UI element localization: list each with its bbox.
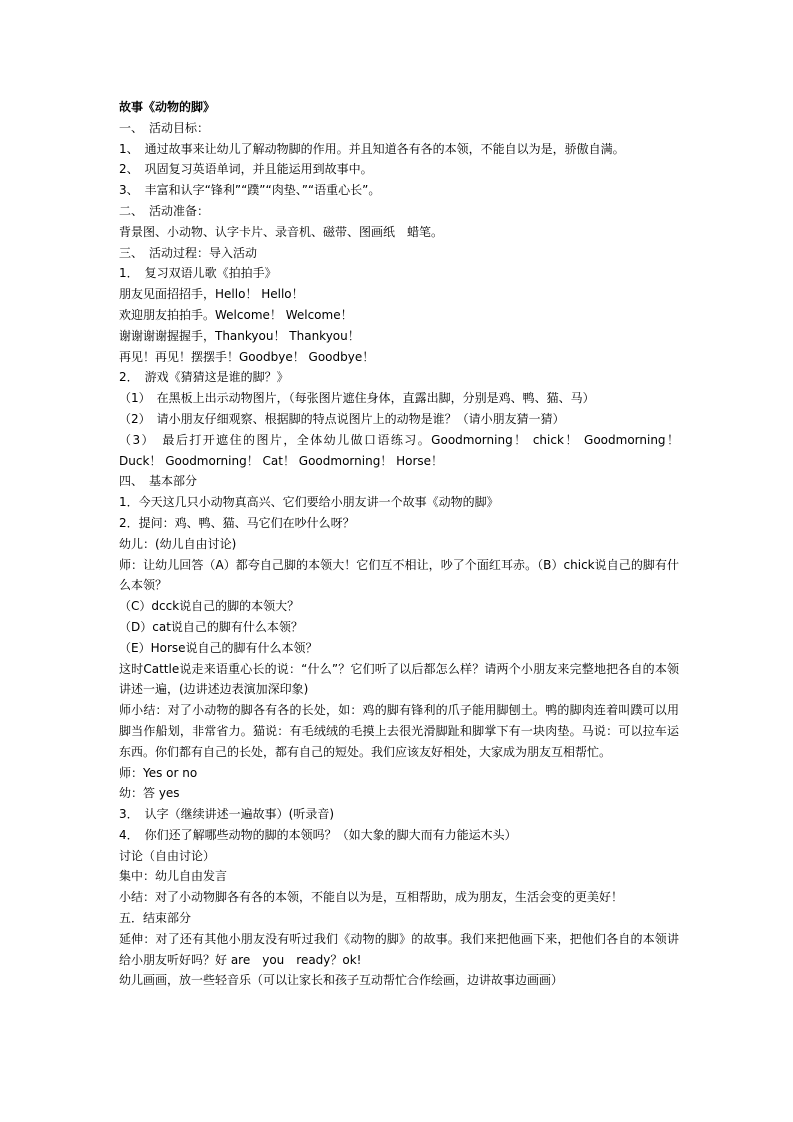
- goal-item-2: 2、 巩固复习英语单词，并且能运用到故事中。: [119, 162, 373, 177]
- question-d: （D）cat说自己的脚有什么本领？: [119, 619, 303, 634]
- discussion-line: 讨论（自由讨论）: [119, 848, 216, 863]
- section-heading-basic: 四、 基本部分: [119, 474, 198, 489]
- rhyme-line-3: 谢谢谢谢握握手，Thankyou！ Thankyou！: [119, 328, 360, 343]
- process-step-2: 2． 游戏《猜猜这是谁的脚？》: [119, 370, 289, 385]
- section-heading-ending: 五．结束部分: [119, 911, 192, 926]
- children-answer: 幼：答 yes: [119, 786, 180, 801]
- summary-line: 小结：对了小动物脚各有各的本领，不能自以为是，互相帮助，成为朋友，生活会变的更美好！: [119, 890, 624, 905]
- extension-paragraph: 延伸：对了还有其他小朋友没有听过我们《动物的脚》的故事。我们来把他画下来，把他们各自的本领讲给小朋友听好吗？好 are you ready？ok!: [119, 931, 679, 967]
- question-c: （C）dcck说自己的脚的本领大？: [119, 599, 300, 614]
- game-step-1: （1） 在黑板上出示动物图片，（每张图片遮住身体，直露出脚，分别是鸡、鸭、猫、马）: [119, 391, 595, 406]
- basic-step-2: 2．提问：鸡、鸭、猫、马它们在吵什么呀？: [119, 515, 355, 530]
- children-discussion: 幼儿：(幼儿自由讨论): [119, 536, 237, 551]
- document-body: [119, 97, 679, 991]
- basic-step-4: 4． 你们还了解哪些动物的脚的本领吗？（如大象的脚大而有力能运木头）: [119, 827, 517, 842]
- basic-step-3: 3． 认字（继续讲述一遍故事）(听录音): [119, 807, 334, 822]
- goal-item-1: 1、 通过故事来让幼儿了解动物脚的作用。并且知道各有各的本领，不能自以为是，骄傲自满。: [119, 141, 625, 156]
- rhyme-line-1: 朋友见面招招手，Hello！ Hello！: [119, 287, 304, 302]
- gathering-line: 集中：幼儿自由发言: [119, 869, 228, 884]
- question-e: （E）Horse说自己的脚有什么本领？: [119, 640, 318, 655]
- section-heading-goals: 一、 活动目标：: [119, 120, 210, 135]
- teacher-prompt: 师：让幼儿回答（A）都夸自己脚的本领大！它们互不相让，吵了个面红耳赤。（B）chick说自己的脚有什么本领？: [119, 557, 679, 593]
- section-heading-process: 三、 活动过程：导入活动: [119, 245, 258, 260]
- game-step-2: （2） 请小朋友仔细观察、根据脚的特点说图片上的动物是谁？（请小朋友猜一猜）: [119, 411, 565, 426]
- document-title: 故事《动物的脚》: [119, 100, 216, 114]
- section-heading-preparation: 二、 活动准备：: [119, 203, 210, 218]
- goal-item-3: 3、 丰富和认字“锋利”“蹼”“肉垫、”“语重心长”。: [119, 183, 381, 198]
- basic-step-1: 1．今天这几只小动物真高兴、它们要给小朋友讲一个故事《动物的脚》: [119, 495, 499, 510]
- game-step-3: （3） 最后打开遮住的图片，全体幼儿做口语练习。Goodmorning！ chick！ Goodmorning！ Duck！ Goodmorning！ Cat！ Goodmorning！ Horse！: [119, 432, 679, 468]
- drawing-activity: 幼儿画画，放一些轻音乐（可以让家长和孩子互动帮忙合作绘画，边讲故事边画画）: [119, 973, 564, 988]
- teacher-summary: 师小结：对了小动物的脚各有各的长处，如：鸡的脚有锋利的爪子能用脚刨土。鸭的脚肉连着叫蹼可以用脚当作船划，非常省力。猫说：有毛绒绒的毛摸上去很光滑脚趾和脚掌下有一块肉垫。马说：可以拉车运东西。你们都有自己的长处，都有自己的短处。我们应该友好相处，大家成为朋友互相帮忙。: [119, 703, 679, 759]
- rhyme-line-2: 欢迎朋友拍拍手。Welcome！ Welcome！: [119, 307, 353, 322]
- preparation-list: 背景图、小动物、认字卡片、录音机、磁带、图画纸 蜡笔。: [119, 224, 444, 239]
- teacher-question: 师：Yes or no: [119, 765, 198, 780]
- cattle-paragraph: 这时Cattle说走来语重心长的说：“什么”？它们听了以后都怎么样？请两个小朋友来完整地把各自的本领讲述一遍，(边讲述边表演加深印象): [119, 661, 679, 697]
- process-step-1: 1． 复习双语儿歌《拍拍手》: [119, 266, 277, 281]
- rhyme-line-4: 再见！再见！摆摆手！Goodbye！ Goodbye！: [119, 349, 375, 364]
